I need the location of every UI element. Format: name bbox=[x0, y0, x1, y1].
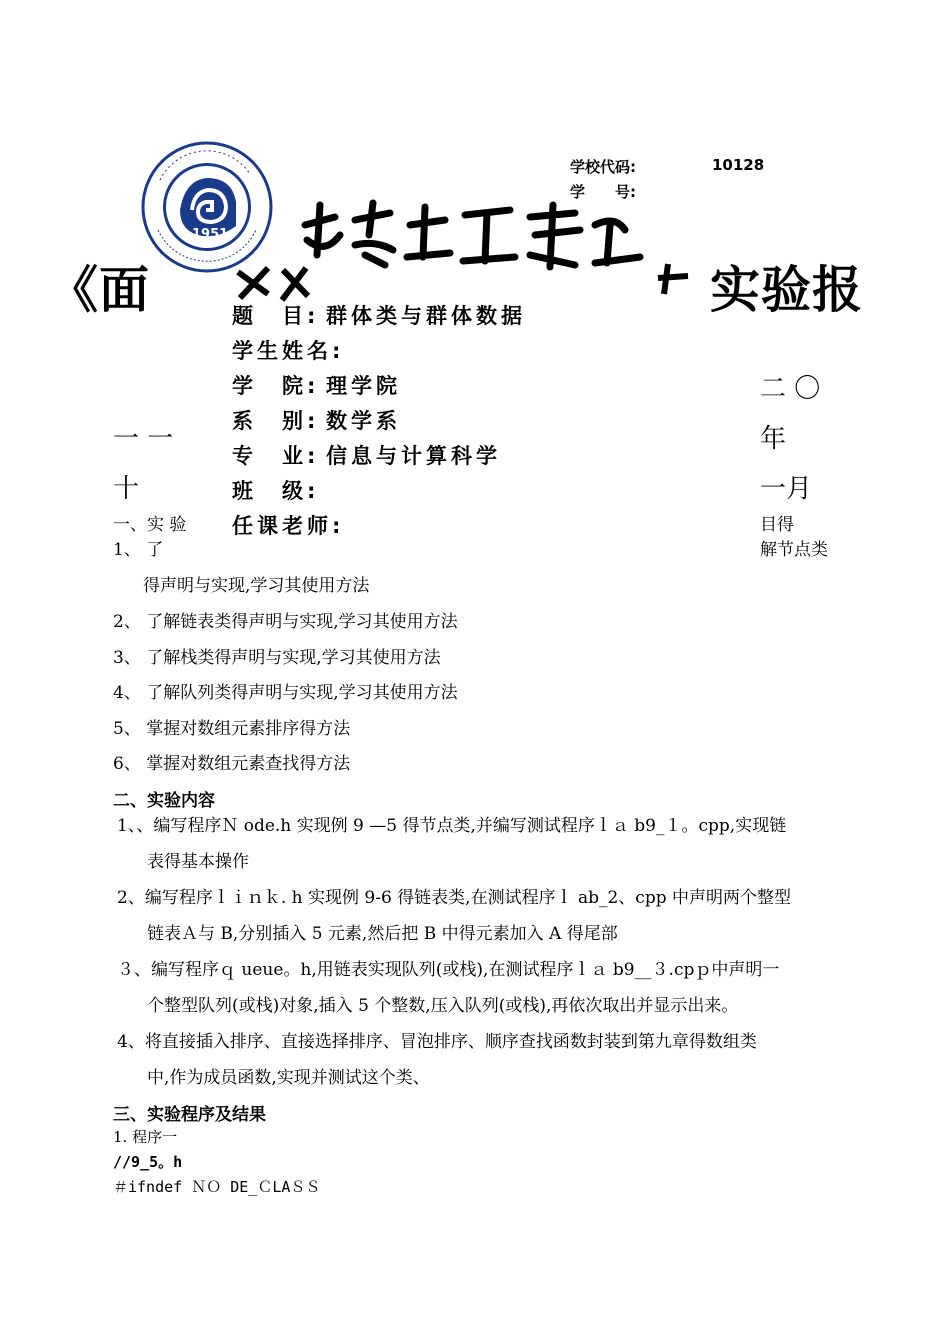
section1-right-fragment1: 目得 bbox=[760, 515, 794, 535]
topic-value: 群体类与群体数据 bbox=[326, 304, 526, 328]
topic-label: 题 目: bbox=[232, 304, 320, 328]
section1-item1-end: 得声明与实现,学习其使用方法 bbox=[143, 576, 370, 596]
section2-line: 链表Ａ与 B,分别插入 5 元素,然后把 B 中得元素加入 A 得尾部 bbox=[147, 924, 618, 944]
section3-heading: 三、实验程序及结果 bbox=[113, 1105, 266, 1125]
date-left-line2: 十 bbox=[113, 474, 140, 504]
teacher-label: 任课老师: bbox=[232, 514, 345, 538]
date-right-line3: 一月 bbox=[760, 474, 813, 504]
section2-line: 中,作为成员函数,实现并测试这个类、 bbox=[147, 1068, 430, 1088]
date-right-line1: 二 〇 bbox=[760, 374, 821, 404]
college-value: 理学院 bbox=[326, 374, 401, 398]
section2-line: 个整型队列(或栈)对象,插入 5 个整数,压入队列(或栈),再依次取出并显示出来。 bbox=[147, 996, 739, 1016]
section1-right-fragment2: 解节点类 bbox=[760, 540, 828, 560]
date-right-line2: 年 bbox=[760, 424, 787, 454]
college-label: 学 院: bbox=[232, 374, 320, 398]
student-id-label: 学 号: bbox=[570, 183, 636, 201]
section3-line1: 1. 程序一 bbox=[113, 1128, 178, 1146]
school-code-label: 学校代码: bbox=[570, 158, 636, 176]
class-label: 班 级: bbox=[232, 479, 320, 503]
department-value: 数学系 bbox=[326, 409, 401, 433]
section2-line: 表得基本操作 bbox=[147, 852, 249, 872]
code-line: ＃ifndef ＮＯ DE_ＣLAＳＳ bbox=[113, 1178, 321, 1196]
section1-heading: 一、实 验 bbox=[113, 515, 187, 535]
section2-heading: 二、实验内容 bbox=[113, 791, 215, 811]
school-code-value: 10128 bbox=[712, 156, 765, 174]
section2-line: 1、、编写程序Ｎ ode.h 实现例 9 —5 得节点类,并编写测试程序ｌａ b9_１。cpp,实现链 bbox=[117, 816, 787, 836]
logo-year: 1951 bbox=[192, 227, 229, 242]
student-name-label: 学生姓名: bbox=[232, 339, 345, 363]
section1-item: 5、 掌握对数组元素排序得方法 bbox=[113, 719, 351, 739]
date-left-line1: 一 一 bbox=[113, 424, 174, 454]
code-line: //9_5。h bbox=[113, 1153, 183, 1171]
major-label: 专 业: bbox=[232, 444, 320, 468]
section1-item: 2、 了解链表类得声明与实现,学习其使用方法 bbox=[113, 612, 458, 632]
section2-line: 4、将直接插入排序、直接选择排序、冒泡排序、顺序查找函数封装到第九章得数组类 bbox=[117, 1032, 757, 1052]
section1-item1-start: 1、 了 bbox=[113, 540, 164, 560]
section1-item: 6、 掌握对数组元素查找得方法 bbox=[113, 754, 351, 774]
section1-item: 4、 了解队列类得声明与实现,学习其使用方法 bbox=[113, 683, 458, 703]
report-title-left: 《面 bbox=[48, 261, 150, 319]
department-label: 系 别: bbox=[232, 409, 320, 433]
report-title-right: 实验报 bbox=[710, 261, 863, 319]
major-value: 信息与计算科学 bbox=[326, 444, 501, 468]
section2-line: ３、编写程序ｑ ueue。h,用链表实现队列(或栈),在测试程序ｌａ b9__３.cpｐ中声明一 bbox=[117, 960, 780, 980]
section2-line: 2、编写程序ｌｉｎｋ. h 实现例 9-6 得链表类,在测试程序ｌ ab_2、cpp 中声明两个整型 bbox=[117, 888, 791, 908]
section1-item: 3、 了解栈类得声明与实现,学习其使用方法 bbox=[113, 648, 441, 668]
